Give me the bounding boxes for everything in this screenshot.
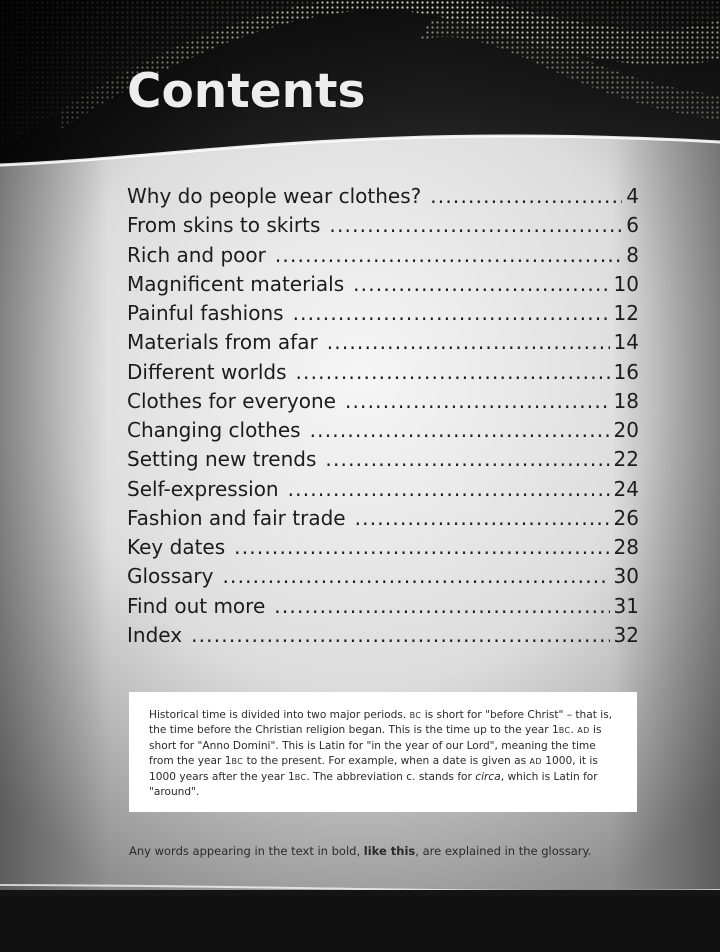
toc-entry-page: 4 [626, 184, 639, 208]
toc-leader-dots [355, 506, 610, 530]
toc-entry-page: 31 [613, 593, 639, 618]
toc-entry[interactable] [127, 184, 639, 213]
toc-entry[interactable] [127, 272, 639, 301]
note-text: Historical time is divided into two major periods. [149, 709, 410, 721]
toc-entry-page: 26 [613, 505, 639, 530]
toc-entry-page: 24 [613, 476, 639, 501]
toc-entry[interactable] [127, 418, 639, 447]
toc-entry[interactable] [127, 213, 639, 242]
note-abbrev: AD [529, 757, 542, 767]
toc-entry-page: 30 [613, 564, 639, 589]
toc-leader-dots [353, 272, 609, 296]
glossary-note-text: Any words appearing in the text in bold, [129, 844, 364, 858]
toc-entry-label: Why do people wear clothes? [127, 184, 422, 208]
toc-entry[interactable] [127, 330, 639, 359]
dating-note-box [129, 692, 637, 812]
toc-leader-dots [222, 564, 609, 588]
glossary-note-text: , are explained in the glossary. [415, 844, 592, 858]
toc-entry[interactable] [127, 623, 639, 652]
note-text: to the present. For example, when a date is given as [243, 755, 530, 768]
note-italic-term: circa [475, 770, 501, 783]
toc-entry[interactable] [127, 564, 639, 593]
toc-leader-dots [234, 535, 609, 559]
toc-entry[interactable] [127, 506, 639, 535]
toc-entry-page: 10 [613, 271, 639, 296]
toc-entry-label: Materials from afar [127, 330, 318, 355]
toc-entry-label: Clothes for everyone [127, 388, 336, 413]
toc-entry[interactable] [127, 535, 639, 564]
toc-leader-dots [327, 330, 610, 354]
footer-band [0, 897, 720, 952]
toc-entry-label: From skins to skirts [127, 213, 321, 238]
note-text: . The abbreviation c. stands for [306, 770, 476, 783]
toc-entry-label: Different worlds [127, 359, 287, 384]
note-abbrev: BC [409, 711, 422, 720]
toc-leader-dots [310, 418, 610, 442]
toc-entry[interactable] [127, 301, 639, 330]
toc-entry-page: 20 [613, 418, 639, 442]
toc-entry-label: Painful fashions [127, 301, 284, 325]
toc-entry-label: Changing clothes [127, 418, 301, 442]
toc-entry-label: Glossary [127, 564, 214, 589]
table-of-contents [127, 184, 639, 652]
note-abbrev: BC [294, 772, 307, 782]
toc-leader-dots [430, 184, 622, 208]
toc-leader-dots [275, 243, 622, 267]
toc-entry-label: Find out more [127, 593, 266, 618]
toc-entry-label: Self-expression [127, 476, 279, 501]
toc-leader-dots [329, 213, 622, 237]
page-title: Contents [127, 64, 366, 119]
note-text: is short for "before Christ" – that is, the time before the Christian religion began. This is the time up to the year 1 [149, 709, 613, 737]
toc-leader-dots [191, 623, 609, 647]
toc-entry[interactable] [127, 389, 639, 418]
note-text: 1000, it is 1000 years after the year 1 [149, 755, 598, 783]
glossary-note-bold: like this [363, 844, 416, 858]
toc-leader-dots [274, 594, 609, 618]
note-abbrev: AD [577, 726, 590, 736]
toc-entry-label: Fashion and fair trade [127, 505, 346, 530]
glossary-note [129, 844, 649, 858]
toc-leader-dots [345, 389, 610, 413]
note-text: . [570, 724, 578, 737]
toc-entry[interactable] [127, 243, 639, 272]
toc-entry-label: Index [127, 622, 183, 647]
toc-entry-page: 8 [626, 242, 639, 267]
toc-entry-label: Key dates [127, 535, 226, 559]
toc-leader-dots [293, 301, 610, 325]
toc-entry[interactable] [127, 477, 639, 506]
toc-entry[interactable] [127, 360, 639, 389]
note-abbrev: BC [231, 757, 244, 767]
toc-entry-page: 32 [613, 622, 639, 647]
note-text: , which is Latin for "around". [149, 770, 598, 799]
toc-entry-page: 22 [613, 447, 639, 472]
toc-entry-page: 14 [613, 330, 639, 355]
toc-entry-page: 16 [613, 359, 639, 384]
toc-entry-page: 28 [613, 535, 639, 559]
toc-entry[interactable] [127, 447, 639, 476]
toc-entry-page: 12 [613, 301, 639, 325]
toc-leader-dots [325, 447, 609, 471]
toc-entry[interactable] [127, 594, 639, 623]
note-text: is short for "Anno Domini". This is Latin for "in the year of our Lord", meaning the time from the year 1 [149, 724, 602, 768]
toc-entry-page: 18 [613, 388, 639, 413]
toc-leader-dots [288, 477, 610, 501]
toc-entry-label: Magnificent materials [127, 271, 345, 296]
toc-leader-dots [296, 360, 610, 384]
note-abbrev: BC [558, 726, 571, 736]
toc-entry-label: Setting new trends [127, 447, 317, 472]
toc-entry-page: 6 [626, 213, 639, 238]
toc-entry-label: Rich and poor [127, 242, 266, 267]
